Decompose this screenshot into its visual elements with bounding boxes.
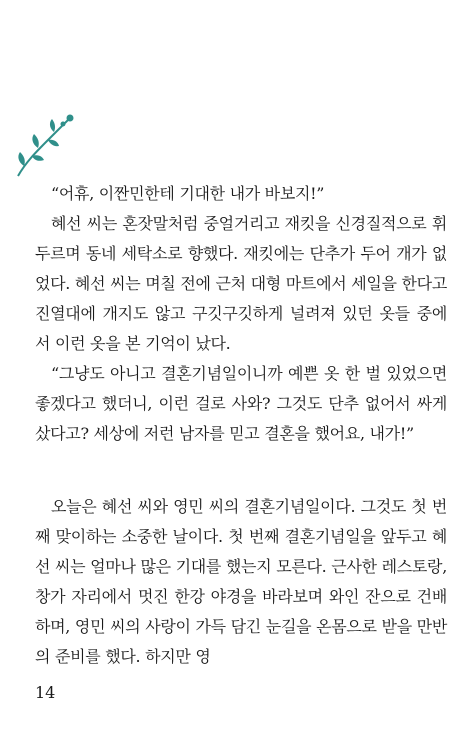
floral-ornament-icon [14, 112, 76, 180]
paragraph: “어휴, 이짠민한테 기대한 내가 바보지!” [51, 184, 325, 203]
text-block-bottom [35, 492, 447, 672]
paragraph: 오늘은 혜선 씨와 영민 씨의 결혼기념일이다. 그것도 첫 번째 맞이하는 소중한 날이다. 첫 번째 결혼기념일을 앞두고 혜선 씨는 얼마나 많은 기대를 했는지 모른다. 근사한 레스토랑, 창가 자리에서 멋진 한강 야경을 바라보며 와인 잔으로 건배하며, 영민 씨의 사랑이 가득 담긴 눈길을 온몸으로 받을 만반의 준비를 했다. 하지만 영 [35, 497, 447, 666]
paragraph: “그냥도 아니고 결혼기념일이니까 예쁜 옷 한 벌 있었으면 좋겠다고 했더니, 이런 걸로 사와? 그것도 단추 없어서 싸게 샀다고? 세상에 저런 남자를 믿고 결혼을 했어요, 내가!” [35, 364, 447, 443]
paragraph: 혜선 씨는 혼잣말처럼 중얼거리고 재킷을 신경질적으로 휘두르며 동네 세탁소로 향했다. 재킷에는 단추가 두어 개가 없었다. 혜선 씨는 며칠 전에 근처 대형 마트에서 세일을 한다고 진열대에 개지도 않고 구깃구깃하게 널려져 있던 옷들 중에서 이런 옷을 본 기억이 났다. [35, 214, 447, 353]
text-block-top [35, 179, 447, 449]
page-number: 14 [35, 683, 56, 702]
